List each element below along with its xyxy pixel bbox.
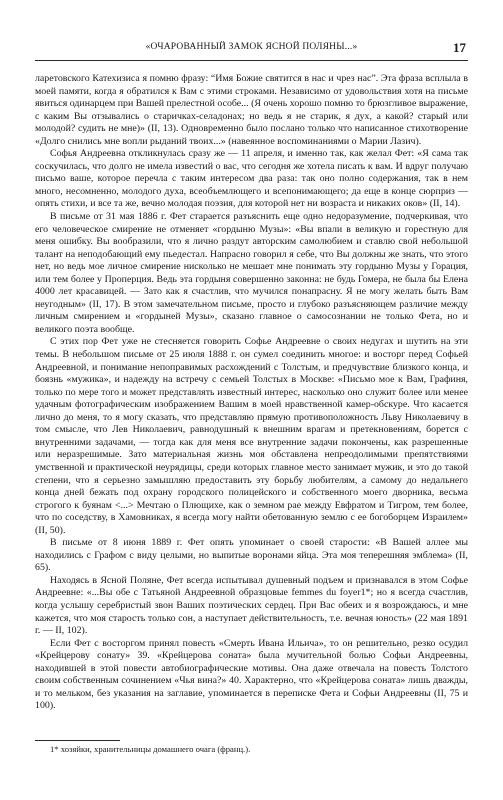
paragraph-2: Софья Андреевна откликнулась сразу же — 11 апреля, и именно так, как желал Фет: «Я сама так соскучилась, что долго не имела известий о вас, что сегодня же хотела писать к вам. И вдруг получаю письмо ваше, которое перечла с таким интересом два раза: так оно полно содержания, так в нем много, несомненно, молодого духа, всеобъемлющего и всепонимающего; да еще в конце сюрприз — опять стихи, и все та же, вечно молодая поэзия, для которой нет ни возраста и никаких оков» (II, 14). [35,148,468,210]
paragraph-7: Если Фет с восторгом принял повесть «Смерть Ивана Ильича», то он решительно, резко осудил «Крейцерову сонату» 39. «Крейцерова соната» была мучительной болью Софьи Андреевны, находившей в этой повести автобиографические мотивы. Она даже отвечала на повесть Толстого своим собственным сочинением «Чья вина?» 40. Характерно, что «Крейцерова соната» лишь дважды, и то мельком, без указания на заглавие, упоминается в переписке Фета и Софьи Андреевны (II, 75 и 100). [35,637,468,712]
body-text [35,73,468,713]
book-page [35,40,468,780]
paragraph-5: В письме от 8 июня 1889 г. Фет опять упоминает о своей старости: «В Вашей аллее мы находились с Графом с виду целыми, но выпитые воронами яйца. Эта моя теперешняя эмблема» (II, 65). [35,537,468,574]
paragraph-3: В письме от 31 мая 1886 г. Фет старается разъяснить еще одно недоразумение, подчеркивая, что его человеческое смирение не отменяет «гордыню Музы»: «Вы впали в великую и горестную для меня ошибку. Вы вообразили, что я лично раздут авторским самолюбием и ставлю свой небольшой талант на неподобающий ему пьедестал. Напрасно говорил я себе, что Вы должны же знать, что этого нет, но ведь мое личное смирение нисколько не мешает мне понимать эту гордыню Музы у Горация, или тем более у Проперция. Ведь эта гордыня совершенно законна: не будь Гомера, не была бы Елена 4000 лет красавицей. — Зато как я счастлив, что мучился понапрасну. Я не могу желать быть Вам неугодным» (II, 17). В этом замечательном письме, просто и глубоко разъясняющем различие между личным смирением и «гордыней Музы», сказано главное о самосознании не только Фета, но и великого поэта вообще. [35,211,468,335]
footnote: 1* хозяйки, хранительницы домашнего очага (франц.). [50,744,251,754]
paragraph-6: Находясь в Ясной Поляне, Фет всегда испытывал душевный подъем и признавался в этом Софье Андреевне: «...Вы обе с Татьяной Андреевной образцовые femmes du foyer1*; но я всегда счастлив, когда услышу серебристый звон Ваших поэтических сердец. При Вас обеих и я возрождаюсь, и мне кажется, что моя старость только сон, а наступает действительность, т.е. вечная юность» (22 мая 1891 г. — II, 102). [35,574,468,637]
footnote-divider [35,740,120,741]
running-title: «ОЧАРОВАННЫЙ ЗАМОК ЯСНОЙ ПОЛЯНЫ...» [145,42,358,52]
running-head [35,40,468,61]
page-number: 17 [453,40,466,55]
paragraph-4: С этих пор Фет уже не стесняется говорить Софье Андреевне о своих недугах и шутить на эти темы. В небольшом письме от 25 июля 1888 г. он сумел соединить многое: и восторг перед Софьей Андреевной, и понимание непоправимых расхождений с Толстым, и предчувствие близкого конца, и боязнь «мужика», и надежду на встречу с семьей Толстых в Москве: «Письмо мое к Вам, Графиня, только по мере того и может представлять известный интерес, насколько оно служит более или менее удачным фотографическим изображением Вашим в моей нравственной камер-обскуре. Что касается лично до меня, то я могу сказать, что представляю прямую противоположность Льву Николаевичу в том смысле, что Лев Николаевич, равнодушный к внешним врагам и претекновениям, борется с внутренними задачами, — тогда как для меня все внутренние задачи покончены, как разрешенные или неразрешимые. Зато материальная жизнь моя обставлена непреодолимыми препятствиями умственной и практической неурядицы, среди которых главное место занимает мужик, и это до такой степени, что я серьезно замышляю предоставить эту борьбу любителям, а самому до недальнего конца дней бежать под охрану городского полицейского и собственного моего дворника, весьма строгого к буянам <...> Мечтаю о Плющихе, как о земном рае между Евфратом и Тигром, тем более, что по соседству, в Хамовниках, я всегда могу найти обетованную землю с ее богоборцем Израилем» (II, 50). [35,336,468,536]
paragraph-1: ларетовского Катехизиса я помню фразу: “Имя Божие святится в нас и чрез нас”. Эта фраза всплыла в моей памяти, когда я обратился к Вам с этими строками. Независимо от удовольствия хотя на письме явиться одинарцем при Вашей прелестной особе... (Я очень хорошо помню то брюзгливое выражение, с каким Вы отзывались о старичках-селадонах; но ведь я не старик, я дух, а какой? старый или молодой? судить не мне)» (II, 13). Одновременно было послано только что написанное стихотворение «Долго снились мне вопли рыданий твоих...» (навеянное воспоминаниями о Марии Лазич). [35,73,468,147]
